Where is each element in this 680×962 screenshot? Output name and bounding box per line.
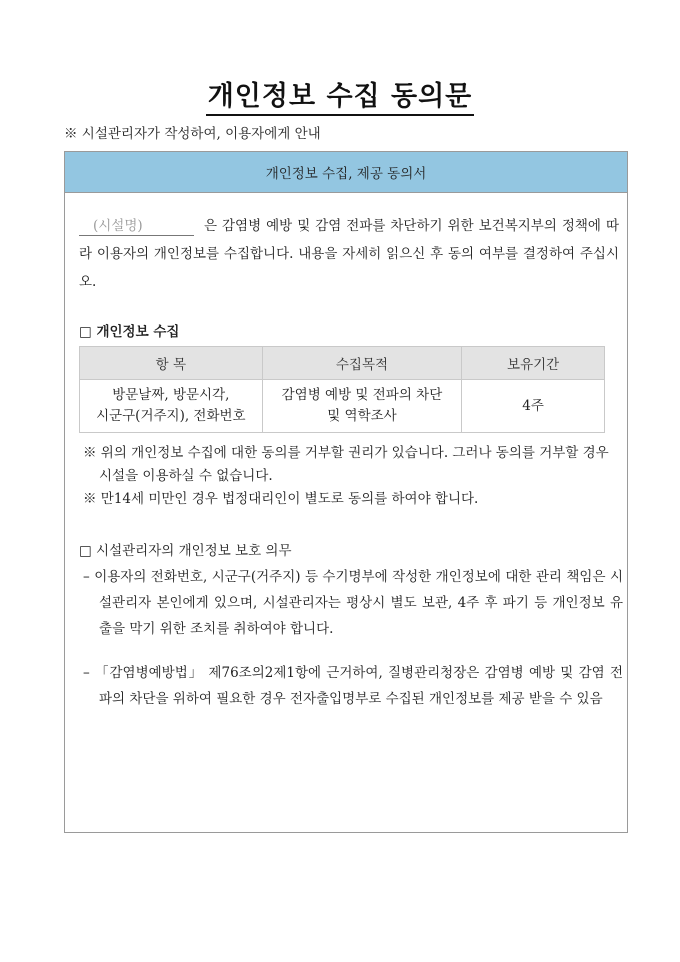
cell-purpose bbox=[262, 380, 462, 433]
note-minor-consent: ※ 만14세 미만인 경우 법정대리인이 별도로 동의를 하여야 합니다. bbox=[83, 491, 479, 507]
intro-text: 은 감염병 예방 및 감염 전파를 차단하기 위한 보건복지부의 정책에 따라 이용자의 개인정보를 수집합니다. 내용을 자세히 읽으신 후 동의 여부를 결정하여 주십시오. bbox=[79, 218, 619, 290]
intro-paragraph bbox=[79, 212, 619, 296]
consent-box bbox=[64, 151, 628, 833]
cell-retention: 4주 bbox=[462, 380, 605, 433]
consent-box-header: 개인정보 수집, 제공 동의서 bbox=[65, 152, 627, 193]
cell-items-line2: 시군구(거주지), 전화번호 bbox=[96, 408, 246, 424]
table-header-row bbox=[80, 347, 605, 380]
duty-item-law-provision: – 「감염병예방법」 제76조의2제1항에 근거하여, 질병관리청장은 감염병 예방 및 감염 전파의 차단을 위하여 필요한 경우 전자출입명부로 수집된 개인정보를 제공 받을 수 있음 bbox=[83, 665, 623, 707]
section-duty-title: □ 시설관리자의 개인정보 보호 의무 bbox=[79, 543, 292, 559]
cell-items-line1: 방문날짜, 방문시각, bbox=[112, 387, 230, 403]
duty-item-management: – 이용자의 전화번호, 시군구(거주지) 등 수기명부에 작성한 개인정보에 대한 관리 책임은 시설관리자 본인에게 있으며, 시설관리자는 평상시 별도 보관, 4주 후 파기 등 개인정보 유출을 막기 위한 조치를 취하여야 합니다. bbox=[83, 569, 623, 637]
column-header-retention: 보유기간 bbox=[462, 347, 605, 380]
notes-block bbox=[83, 442, 613, 511]
cell-purpose-line2: 및 역학조사 bbox=[327, 408, 397, 424]
table-row bbox=[80, 380, 605, 433]
top-note: ※ 시설관리자가 작성하여, 이용자에게 안내 bbox=[64, 126, 321, 142]
column-header-purpose: 수집목적 bbox=[262, 347, 462, 380]
title-text: 개인정보 수집 동의문 bbox=[206, 81, 475, 116]
cell-items bbox=[80, 380, 263, 433]
facility-name-blank: (시설명) bbox=[79, 217, 194, 236]
section-collection-title: □ 개인정보 수집 bbox=[79, 324, 180, 340]
cell-purpose-line1: 감염병 예방 및 전파의 차단 bbox=[281, 387, 443, 403]
page-title bbox=[0, 74, 680, 113]
column-header-items: 항 목 bbox=[80, 347, 263, 380]
note-refusal-right: ※ 위의 개인정보 수집에 대한 동의를 거부할 권리가 있습니다. 그러나 동의를 거부할 경우 시설을 이용하실 수 없습니다. bbox=[83, 445, 609, 484]
collection-table bbox=[79, 346, 605, 433]
